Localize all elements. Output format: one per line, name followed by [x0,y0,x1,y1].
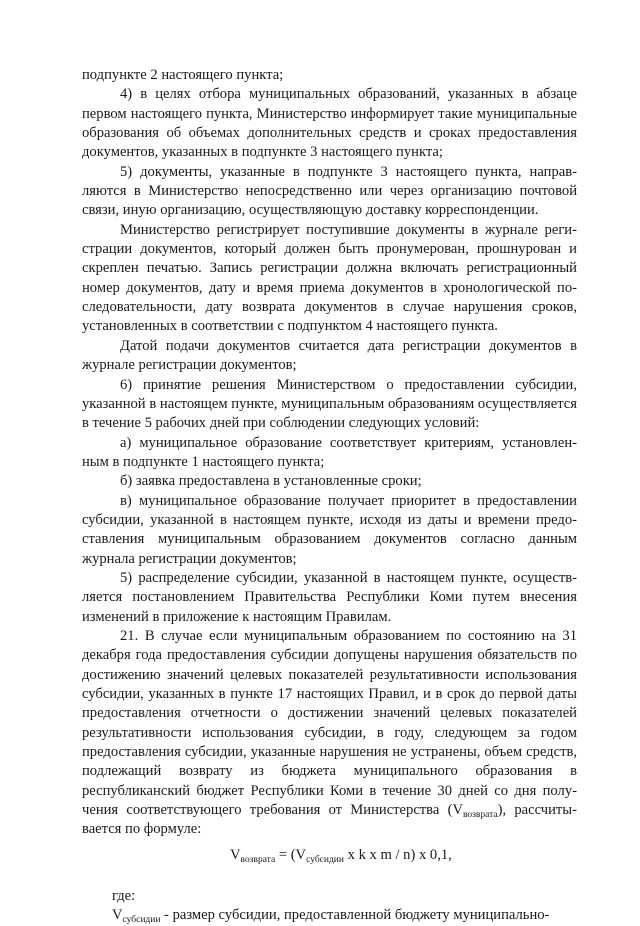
document-page [82,66,577,926]
formula-tail: x k x m / n) x 0,1, [343,846,452,863]
paragraph: Датой подачи документов считается дата регистрации документов в журнале регистрации документов; [82,337,577,374]
paragraph: 6) принятие решения Министерством о предоставлении субсидии, указанной в настоящем пункте, муниципальным образованиям осуществляется в течение 5 рабочих дней при соблюдении следующих условий: [82,376,577,432]
paragraph: подпункте 2 настоящего пункта; [82,67,284,83]
formula-v: V [230,846,241,863]
paragraph: в) муниципальное образование получает приоритет в предоставлении субсидии, указанной в настоящем пункте, исходя из даты и времени предоставления муниципальным образованием документов согласно данным журнала регистрации документов; [82,492,577,567]
paragraph-21-tail: ), рассчитывается по формуле: [82,802,577,838]
paragraph-21 [82,627,577,840]
paragraph: 5) документы, указанные в подпункте 3 настоящего пункта, направляются в Министерство непосредственно или через организацию почтовой связи, иную организацию, осуществляющую доставку корреспонденции. [82,163,577,219]
definition-text: - размер субсидии, предоставленной бюджету муниципально- [160,907,550,924]
v-return-subscript: возврата [462,810,498,821]
where-label: где: [112,888,136,905]
paragraph-21-text: 21. В случае если муниципальным образованием по состоянию на 31 декабря года предоставления субсидии допущены нарушения обязательств по достижению значений целевых показателей результативности использования субсидии, указанных в пункте 17 настоящих Правил, и в срок до первой даты предоставления отчетности о достижении значений целевых показателей результативности использования субсидии, в году, следующем за годом предоставления субсидии, указанные нарушения не устранены, объем средств, подлежащий возврату из бюджета муниципального образования в республиканский бюджет Республики Коми в течение 30 дней со дня получения соответствующего требования от Министерства (V [82,627,577,819]
paragraph: б) заявка предоставлена в установленные сроки; [120,473,422,490]
definition-v: V [112,907,123,924]
definition-subsidy [82,906,577,925]
formula-mid: = (V [275,846,307,863]
formula [82,846,577,865]
definition-sub: субсидии [122,915,161,926]
spacer [82,865,577,887]
paragraph: 4) в целях отбора муниципальных образований, указанных в абзаце первом настоящего пункта, Министерство информирует такие муниципальные образования об объемах дополнительных средств и сроках предоставления документов, указанных в подпункте 3 настоящего пункта; [82,86,577,161]
paragraph: а) муниципальное образование соответствует критериям, установленным в подпункте 1 настоящего пункта; [82,434,577,470]
paragraph: 5) распределение субсидии, указанной в настоящем пункте, осуществляется постановлением Правительства Республики Коми путем внесения изменений в приложение к настоящим Правилам. [82,569,577,625]
formula-sub-subsidy: субсидии [306,854,344,865]
formula-sub-return: возврата [240,854,276,865]
paragraph: Министерство регистрирует поступившие документы в журнале регистрации документов, который должен быть пронумерован, прошнурован и скреплен печатью. Запись регистрации должна включать регистрационный номер документов, дату и время приема документов в хронологической последовательности, дату возврата документов в случае нарушения сроков, установленных в соответствии с подпунктом 4 настоящего пункта. [82,221,577,335]
document-body [82,66,577,627]
